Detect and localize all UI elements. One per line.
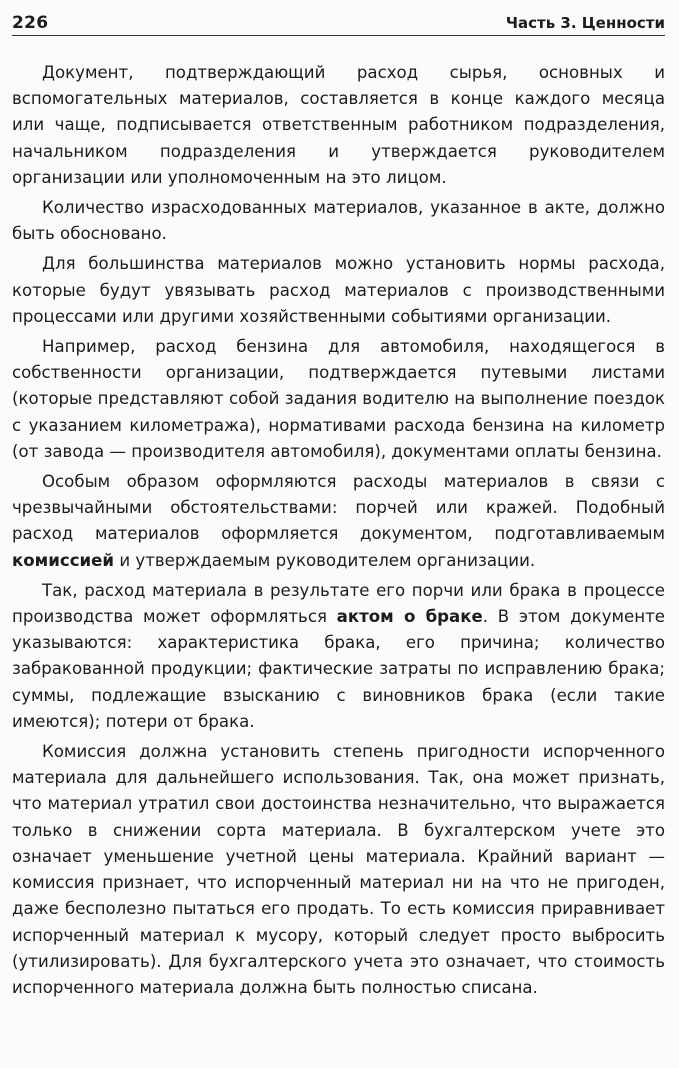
page-header — [12, 13, 665, 36]
body-text — [12, 60, 665, 1005]
paragraph — [12, 469, 665, 574]
paragraph — [12, 578, 665, 735]
running-head: Часть 3. Ценности — [505, 14, 665, 32]
bold-term: комиссией — [12, 550, 115, 570]
bold-term: актом о браке — [336, 607, 483, 627]
paragraph-text: Особым образом оформляются расходы материалов в связи с чрезвычайными обстоятельствами: порчей или кражей. Подобный расход материалов оформляется документом, подготавливаемым — [12, 472, 665, 544]
paragraph-text: . В этом документе указываются: характеристика брака, его причина; количество забракованной продукции; фактические затраты по исправлению брака; суммы, подлежащие взысканию с виновников брака (если такие имеются); потери от брака. — [12, 607, 665, 731]
paragraph-text: Так, расход материала в результате его порчи или брака в процессе производства может оформляться — [12, 580, 665, 627]
paragraph: Документ, подтверждающий расход сырья, основных и вспомогательных материалов, составляется в конце каждого месяца или чаще, подписывается ответственным работником подразделения, начальником подразделения и утверждается руководителем организации или уполномоченным на это лицом. — [12, 63, 665, 187]
paragraph: Количество израсходованных материалов, указанное в акте, должно быть обосновано. — [12, 198, 665, 244]
paragraph: Например, расход бензина для автомобиля, находящегося в собственности организации, подтверждается путевыми листами (которые представляют собой задания водителю на выполнение поездок с указанием километража), нормативами расхода бензина на километр (от завода — производителя автомобиля), документами оплаты бензина. — [12, 337, 665, 461]
paragraph: Для большинства материалов можно установить нормы расхода, которые будут увязывать расход материалов с производственными процессами или другими хозяйственными событиями организации. — [12, 254, 665, 326]
paragraph-text: и утверждаемым руководителем организации. — [114, 550, 536, 570]
page-number: 226 — [12, 13, 49, 33]
paragraph: Комиссия должна установить степень пригодности испорченного материала для дальнейшего использования. Так, она может признать, что материал утратил свои достоинства незначительно, что выражается только в снижении сорта материала. В бухгалтерском учете это означает уменьшение учетной цены материала. Крайний вариант — комиссия признает, что испорченный материал ни на что не пригоден, даже бесполезно пытаться его продать. То есть комиссия приравнивает испорченный материал к мусору, который следует просто выбросить (утилизировать). Для бухгалтерского учета это означает, что стоимость испорченного материала должна быть полностью списана. — [12, 742, 665, 997]
